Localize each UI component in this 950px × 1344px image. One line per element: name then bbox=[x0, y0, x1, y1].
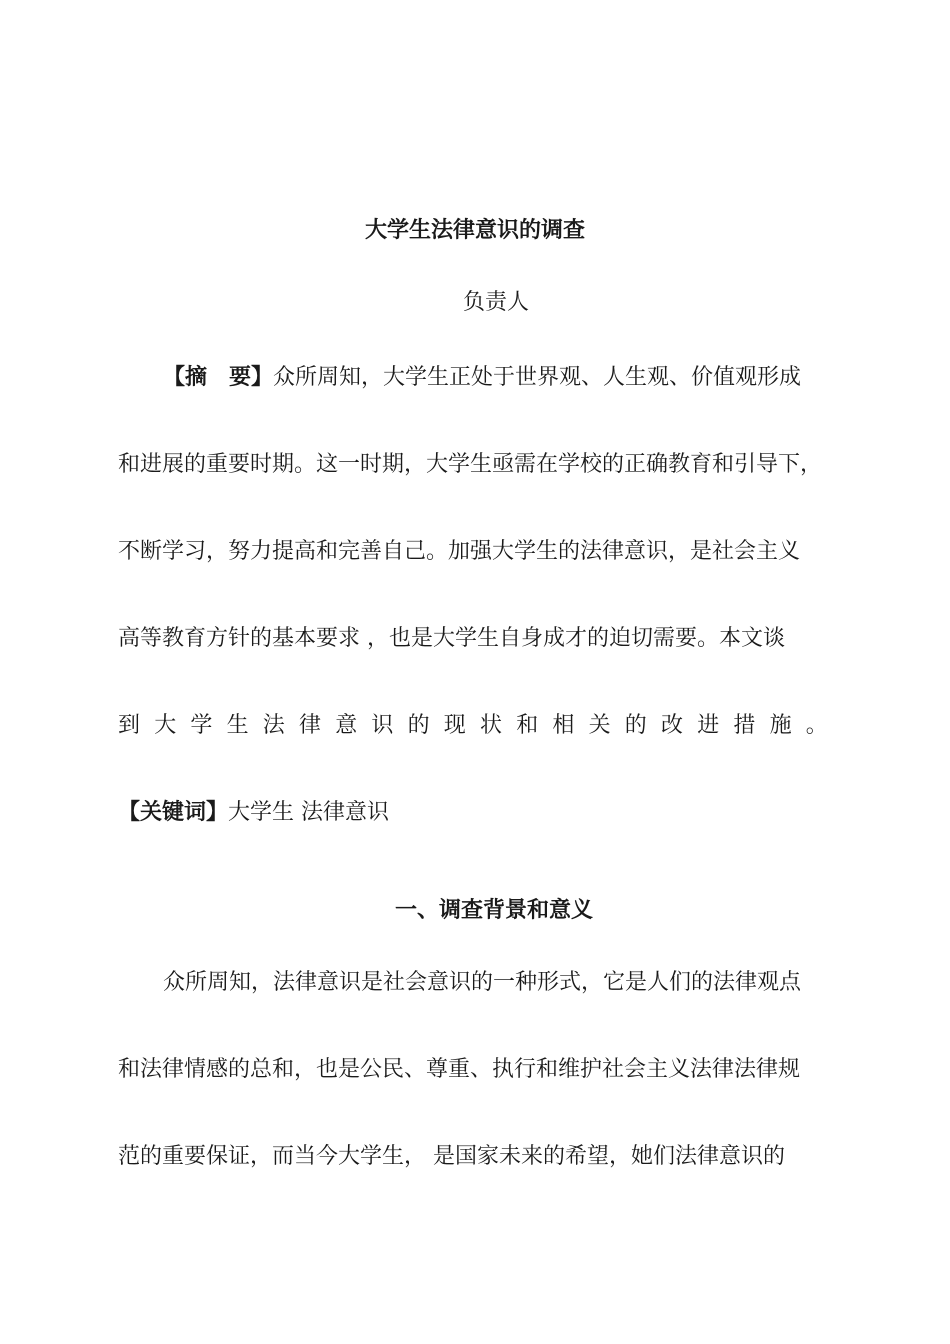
document-title: 大学生法律意识的调查 bbox=[364, 218, 585, 243]
abstract-line-4: 高等教育方针的基本要求 ，也是大学生自身成才的迫切需要。本文谈 bbox=[118, 626, 785, 651]
section-line-3: 范的重要保证，而当今大学生， 是国家未来的希望，她们法律意识的 bbox=[118, 1144, 785, 1169]
section-line-2: 和法律情感的总和，也是公民、尊重、执行和维护社会主义法律法律规 bbox=[118, 1057, 801, 1082]
keywords-line bbox=[118, 798, 838, 828]
section-heading: 一、调查背景和意义 bbox=[394, 898, 593, 923]
abstract-line-2: 和进展的重要时期。这一时期，大学生亟需在学校的正确教育和引导下， bbox=[118, 452, 823, 477]
abstract-label: 【摘 要】 bbox=[163, 365, 274, 390]
document-author: 负责人 bbox=[462, 290, 529, 315]
abstract-line-3: 不断学习，努力提高和完善自己。加强大学生的法律意识，是社会主义 bbox=[118, 539, 801, 564]
keywords-label: 【关键词】 bbox=[118, 800, 229, 825]
abstract-line-5: 到大学生法律意识的现状和相关的改进措施。 bbox=[118, 713, 843, 738]
section-line-1: 众所周知，法律意识是社会意识的一种形式，它是人们的法律观点 bbox=[163, 970, 802, 995]
abstract-text: 众所周知，大学生正处于世界观、人生观、价值观形成 bbox=[273, 365, 802, 390]
abstract-line-1 bbox=[163, 363, 838, 393]
keywords-value: 大学生 法律意识 bbox=[228, 800, 390, 825]
